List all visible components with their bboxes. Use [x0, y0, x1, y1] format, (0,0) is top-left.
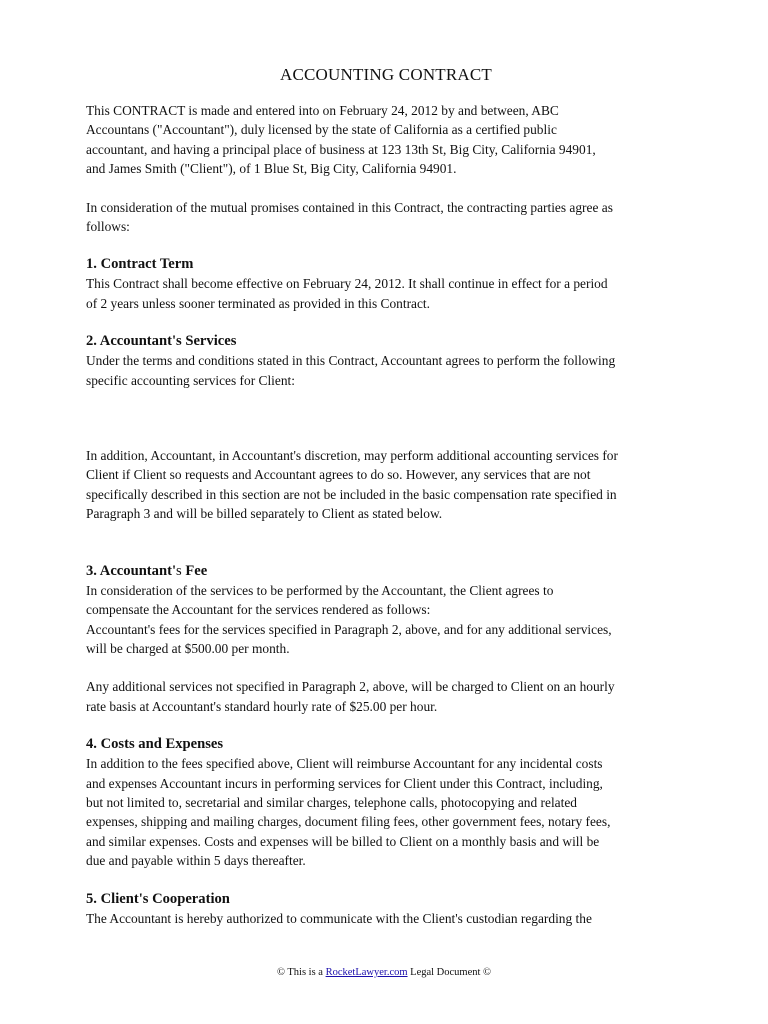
- section-line: Client if Client so requests and Accountant agrees to do so. However, any services that are not: [86, 467, 591, 483]
- footer-prefix: © This is a: [276, 967, 326, 978]
- intro-line: accountant, and having a principal place of business at 123 13th St, Big City, California 94901,: [86, 141, 596, 157]
- intro-paragraph: [86, 101, 686, 179]
- section-line: Paragraph 3 and will be billed separately to Client as stated below.: [86, 506, 443, 522]
- intro-line: Accountans ("Accountant"), duly licensed by the state of California as a certified public: [86, 122, 557, 138]
- section-line: In addition to the fees specified above, Client will reimburse Accountant for any incidental costs: [86, 756, 603, 772]
- footer-suffix: Legal Document ©: [407, 967, 492, 978]
- fee-paragraph: [86, 581, 686, 659]
- section-line: will be charged at $500.00 per month.: [86, 640, 290, 656]
- section-line: The Accountant is hereby authorized to communicate with the Client's custodian regarding the: [86, 910, 592, 926]
- intro-line: This CONTRACT is made and entered into on February 24, 2012 by and between, ABC: [86, 103, 559, 118]
- section-line: and expenses Accountant incurs in performing services for Client under this Contract, including,: [86, 775, 603, 791]
- heading-part: Fee: [181, 562, 208, 579]
- additional-services-paragraph: [86, 446, 686, 524]
- costs-paragraph: [86, 754, 686, 870]
- section-line: specific accounting services for Client:: [86, 372, 295, 388]
- page-footer: [0, 966, 768, 980]
- section-line: In addition, Accountant, in Accountant's discretion, may perform additional accounting services for: [86, 448, 618, 464]
- consideration-line: In consideration of the mutual promises contained in this Contract, the contracting parties agree as: [86, 199, 613, 215]
- section-line: specifically described in this section are not be included in the basic compensation rate specified in: [86, 486, 617, 502]
- section-line: Any additional services not specified in Paragraph 2, above, will be charged to Client on an hourly: [86, 679, 615, 695]
- section-line: rate basis at Accountant's standard hourly rate of $25.00 per hour.: [86, 698, 438, 714]
- section-heading-client-cooperation: 5. Client's Cooperation: [86, 890, 230, 907]
- section-heading-costs-expenses: 4. Costs and Expenses: [86, 736, 224, 753]
- section-line: Under the terms and conditions stated in this Contract, Accountant agrees to perform the following: [86, 353, 616, 369]
- intro-line: and James Smith ("Client"), of 1 Blue St, Big City, California 94901.: [86, 161, 457, 177]
- footer-link[interactable]: RocketLawyer.com: [325, 967, 408, 978]
- document-page: [86, 64, 686, 928]
- consideration-line: follows:: [86, 219, 130, 235]
- section-heading-accountant-fee: [86, 562, 686, 581]
- section-line: due and payable within 5 days thereafter.: [86, 853, 306, 869]
- heading-part: 3. Accountant': [86, 562, 176, 579]
- hourly-rate-paragraph: [86, 677, 686, 716]
- section-line: but not limited to, secretarial and similar charges, telephone calls, photocopying and related: [86, 794, 577, 810]
- consideration-paragraph: [86, 198, 686, 237]
- section-line: and similar expenses. Costs and expenses will be billed to Client on a monthly basis and will be: [86, 833, 600, 849]
- heading-part: s: [176, 562, 182, 579]
- section-heading-contract-term: 1. Contract Term: [86, 256, 194, 273]
- section-line: of 2 years unless sooner terminated as provided in this Contract.: [86, 295, 430, 311]
- section-line: Accountant's fees for the services specified in Paragraph 2, above, and for any additional services,: [86, 621, 612, 637]
- section-line: This Contract shall become effective on February 24, 2012. It shall continue in effect for a period: [86, 276, 608, 292]
- section-line: In consideration of the services to be performed by the Accountant, the Client agrees to: [86, 582, 554, 598]
- services-paragraph: [86, 351, 686, 390]
- contract-term-paragraph: [86, 274, 686, 313]
- section-line: expenses, shipping and mailing charges, document filing fees, other government fees, notary fees,: [86, 814, 611, 830]
- section-line: compensate the Accountant for the services rendered as follows:: [86, 602, 431, 618]
- document-title: ACCOUNTING CONTRACT: [279, 65, 493, 84]
- cooperation-paragraph: [86, 909, 686, 928]
- section-heading-accountant-services: 2. Accountant's Services: [86, 333, 237, 350]
